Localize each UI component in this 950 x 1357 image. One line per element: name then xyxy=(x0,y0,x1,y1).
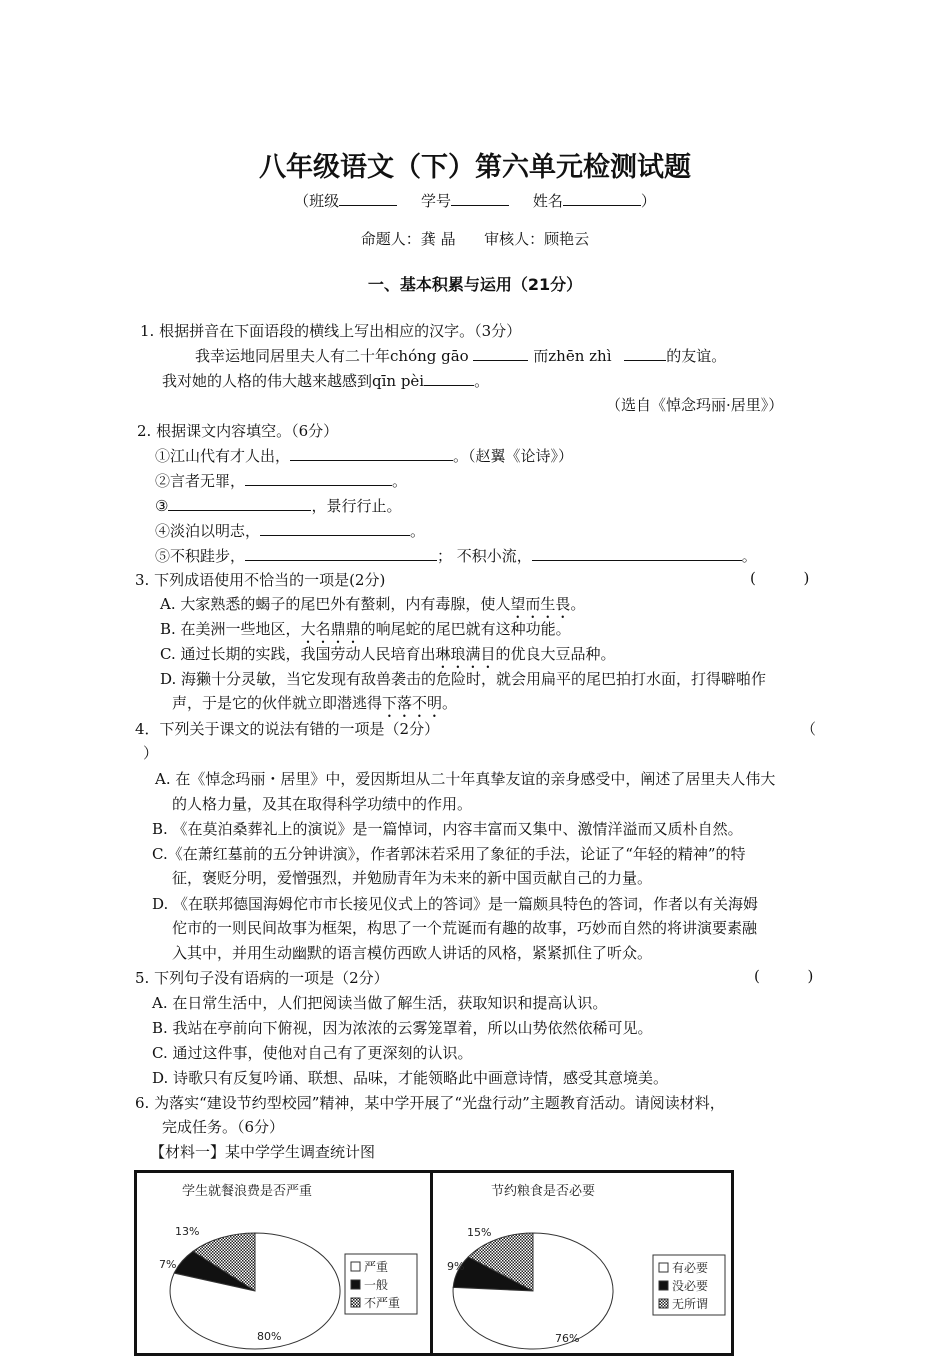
q3-b-idiom: 大名鼎鼎 xyxy=(300,620,361,638)
q2-item-4 xyxy=(155,520,425,541)
pie-data-label: 76% xyxy=(555,1332,580,1345)
q4-option-d-line1: D. 《在联邦德国海姆佗市市长接见仪式上的答词》是一篇颇具特色的答词，作者以有关海姆 xyxy=(152,895,759,913)
legend-label: 无所谓 xyxy=(672,1297,709,1311)
q2-item-3 xyxy=(155,495,401,516)
info-close: ） xyxy=(640,192,656,210)
legend-swatch xyxy=(659,1299,668,1308)
q3-b-text: B. 在美洲一些地区， xyxy=(160,620,301,638)
info-open: （班级 xyxy=(294,192,340,210)
legend-label: 没必要 xyxy=(672,1279,709,1293)
chart-1-frame xyxy=(134,1170,434,1356)
authors-line: 命题人：龚 晶 审核人：顾艳云 xyxy=(360,230,590,248)
q2-blank-4[interactable] xyxy=(260,521,410,536)
q4-option-c-line2: 征，褒贬分明，爱憎强烈，并勉励青年为未来的新中国贡献自己的力量。 xyxy=(172,869,653,887)
q2-item1-text: ①江山代有才人出， xyxy=(155,447,291,465)
q2-item-2 xyxy=(155,470,407,491)
legend-swatch xyxy=(351,1298,360,1307)
q4-option-a-line1: A. 在《悼念玛丽・居里》中，爱因斯坦从二十年真挚友谊的亲身感受中，阐述了居里夫人伟大 xyxy=(155,770,776,788)
q5-option-d: D. 诗歌只有反复吟诵、联想、品味，才能领略此中画意诗情，感受其意境美。 xyxy=(152,1069,669,1087)
q2-item2-text: ②言者无罪， xyxy=(155,472,246,490)
q4-option-c-line1: C.《在萧红墓前的五分钟讲演》，作者郭沫若采用了象征的手法，论证了“年轻的精神”的特 xyxy=(152,845,746,863)
page-title: 八年级语文（下）第六单元检测试题 xyxy=(259,152,691,183)
q3-c-end: 的优良大豆品种。 xyxy=(495,645,616,663)
pie-data-label: 13% xyxy=(175,1225,200,1238)
q3-d-idiom: 下落不明 xyxy=(382,694,443,712)
info-xuehao: 学号 xyxy=(420,192,451,210)
legend-label: 不严重 xyxy=(364,1296,401,1310)
question-1-line1 xyxy=(195,345,726,366)
q2-item-5 xyxy=(155,545,757,566)
q1-text-e: 。 xyxy=(474,372,490,390)
question-4-stem: 4．下列关于课文的说法有错的一项是（2分） xyxy=(135,720,440,738)
question-2-stem: 2. 根据课文内容填空。（6分） xyxy=(137,422,339,440)
q2-item-1 xyxy=(155,445,573,466)
q3-a-text: A. 大家熟悉的蝎子的尾巴外有螯刺，内有毒腺，使人 xyxy=(160,595,511,613)
q3-d-end: 。 xyxy=(442,694,458,712)
question-3-stem: 3. 下列成语使用不恰当的一项是(2分) xyxy=(135,571,386,589)
q2-item5-text-a: ⑤不积跬步， xyxy=(155,547,246,565)
q5-option-a: A. 在日常生活中，人们把阅读当做了解生活，获取知识和提高认识。 xyxy=(152,994,608,1012)
q2-item4-text: ④淡泊以明志， xyxy=(155,522,261,540)
q1-text-b: 而zhēn zhì xyxy=(533,347,612,365)
q3-c-idiom: 琳琅满目 xyxy=(435,645,496,663)
pie-data-label: 80% xyxy=(257,1330,282,1343)
chart-legend xyxy=(345,1254,417,1314)
q4-option-b: B. 《在莫泊桑葬礼上的演说》是一篇悼词，内容丰富而又集中、激情洋溢而又质朴自然。 xyxy=(152,820,743,838)
pie-chart-waste xyxy=(137,1173,431,1353)
question-4-bracket-open[interactable]: （ xyxy=(801,720,817,738)
q5-option-c: C. 通过这件事，使他对自己有了更深刻的认识。 xyxy=(152,1044,473,1062)
q3-c-text: C. 通过长期的实践，我国劳动人民培育出 xyxy=(160,645,436,663)
q2-item4-end: 。 xyxy=(410,522,426,540)
q4-option-d-line3: 入其中，并用生动幽默的语言模仿西欧人讲话的风格，紧紧抓住了听众。 xyxy=(172,944,653,962)
q2-item2-end: 。 xyxy=(392,472,408,490)
legend-label: 有必要 xyxy=(672,1261,709,1275)
question-1-line2 xyxy=(162,370,489,391)
q1-blank-3[interactable] xyxy=(424,371,474,386)
q3-a-idiom: 望而生畏 xyxy=(510,595,571,613)
q2-item3-num: ③ xyxy=(155,497,169,515)
q3-option-d-line2 xyxy=(172,692,457,721)
q2-blank-5[interactable] xyxy=(245,546,437,561)
question-5-stem: 5. 下列句子没有语病的一项是（2分） xyxy=(135,969,389,987)
chart-2-frame xyxy=(430,1170,734,1356)
q2-blank-2[interactable] xyxy=(245,471,392,486)
question-5-answer-bracket[interactable]: ( ) xyxy=(754,967,814,985)
q3-a-end: 。 xyxy=(570,595,586,613)
q3-option-d-line1: D. 海獭十分灵敏，当它发现有敌兽袭击的危险时，就会用扁平的尾巴拍打水面，打得噼啪作 xyxy=(160,670,767,688)
q2-item1-source: 。（赵翼《论诗》） xyxy=(453,447,574,465)
q2-item3-text: ，景行行止。 xyxy=(311,497,402,515)
info-xingming: 姓名 xyxy=(532,192,563,210)
material-1-label: 【材料一】某中学学生调查统计图 xyxy=(150,1143,376,1161)
legend-swatch xyxy=(351,1262,360,1271)
student-info-line xyxy=(0,190,950,211)
question-6-stem-line2: 完成任务。（6分） xyxy=(162,1118,285,1136)
q5-option-b: B. 我站在亭前向下俯视，因为浓浓的云雾笼罩着，所以山势依然依稀可见。 xyxy=(152,1019,653,1037)
q1-blank-1[interactable] xyxy=(473,346,528,361)
q3-d-text: 声，于是它的伙伴就立即潜逃得 xyxy=(172,694,383,712)
chart-legend xyxy=(653,1255,725,1315)
q1-blank-2[interactable] xyxy=(624,346,666,361)
pie-chart-necessity xyxy=(433,1173,731,1353)
pie-data-label: 7% xyxy=(159,1258,177,1271)
q1-text-d: 我对她的人格的伟大越来越感到qīn pèi xyxy=(162,372,425,390)
q4-option-d-line2: 佗市的一则民间故事为框架，构思了一个荒诞而有趣的故事，巧妙而自然的将讲演要素融 xyxy=(172,919,758,937)
chart-title: 学生就餐浪费是否严重 xyxy=(182,1184,313,1199)
q1-text-a: 我幸运地同居里夫人有二十年chóng gāo xyxy=(195,347,469,365)
q4-option-a-line2: 的人格力量，及其在取得科学功绩中的作用。 xyxy=(172,795,473,813)
name-blank[interactable] xyxy=(563,191,641,206)
question-6-stem-line1: 6. 为落实“建设节约型校园”精神，某中学开展了“光盘行动”主题教育活动。请阅读材料， xyxy=(135,1094,725,1112)
q1-text-c: 的友谊。 xyxy=(666,347,727,365)
section-heading: 一、基本积累与运用（21分） xyxy=(367,275,583,294)
q2-blank-1[interactable] xyxy=(290,446,453,461)
legend-label: 一般 xyxy=(364,1278,389,1292)
q2-item5-text-b: ； 不积小流， xyxy=(437,547,532,565)
pie-data-label: 9% xyxy=(447,1260,465,1273)
question-3-answer-bracket[interactable]: ( ) xyxy=(750,569,810,587)
legend-swatch xyxy=(351,1280,360,1289)
pie-data-label: 15% xyxy=(467,1226,492,1239)
question-1-source: （选自《悼念玛丽·居里》） xyxy=(606,396,784,414)
q2-item5-end: 。 xyxy=(741,547,757,565)
question-1-stem: 1. 根据拼音在下面语段的横线上写出相应的汉字。（3分） xyxy=(140,322,522,340)
legend-swatch xyxy=(659,1263,668,1272)
question-4-bracket-close[interactable]: ） xyxy=(143,744,159,762)
q2-blank-3[interactable] xyxy=(168,496,311,511)
q3-b-end: 的响尾蛇的尾巴就有这种功能。 xyxy=(360,620,571,638)
legend-swatch xyxy=(659,1281,668,1290)
student-number-blank[interactable] xyxy=(451,191,509,206)
q2-blank-6[interactable] xyxy=(532,546,742,561)
class-blank[interactable] xyxy=(339,191,397,206)
legend-label: 严重 xyxy=(364,1260,389,1274)
chart-title: 节约粮食是否必要 xyxy=(491,1184,596,1199)
